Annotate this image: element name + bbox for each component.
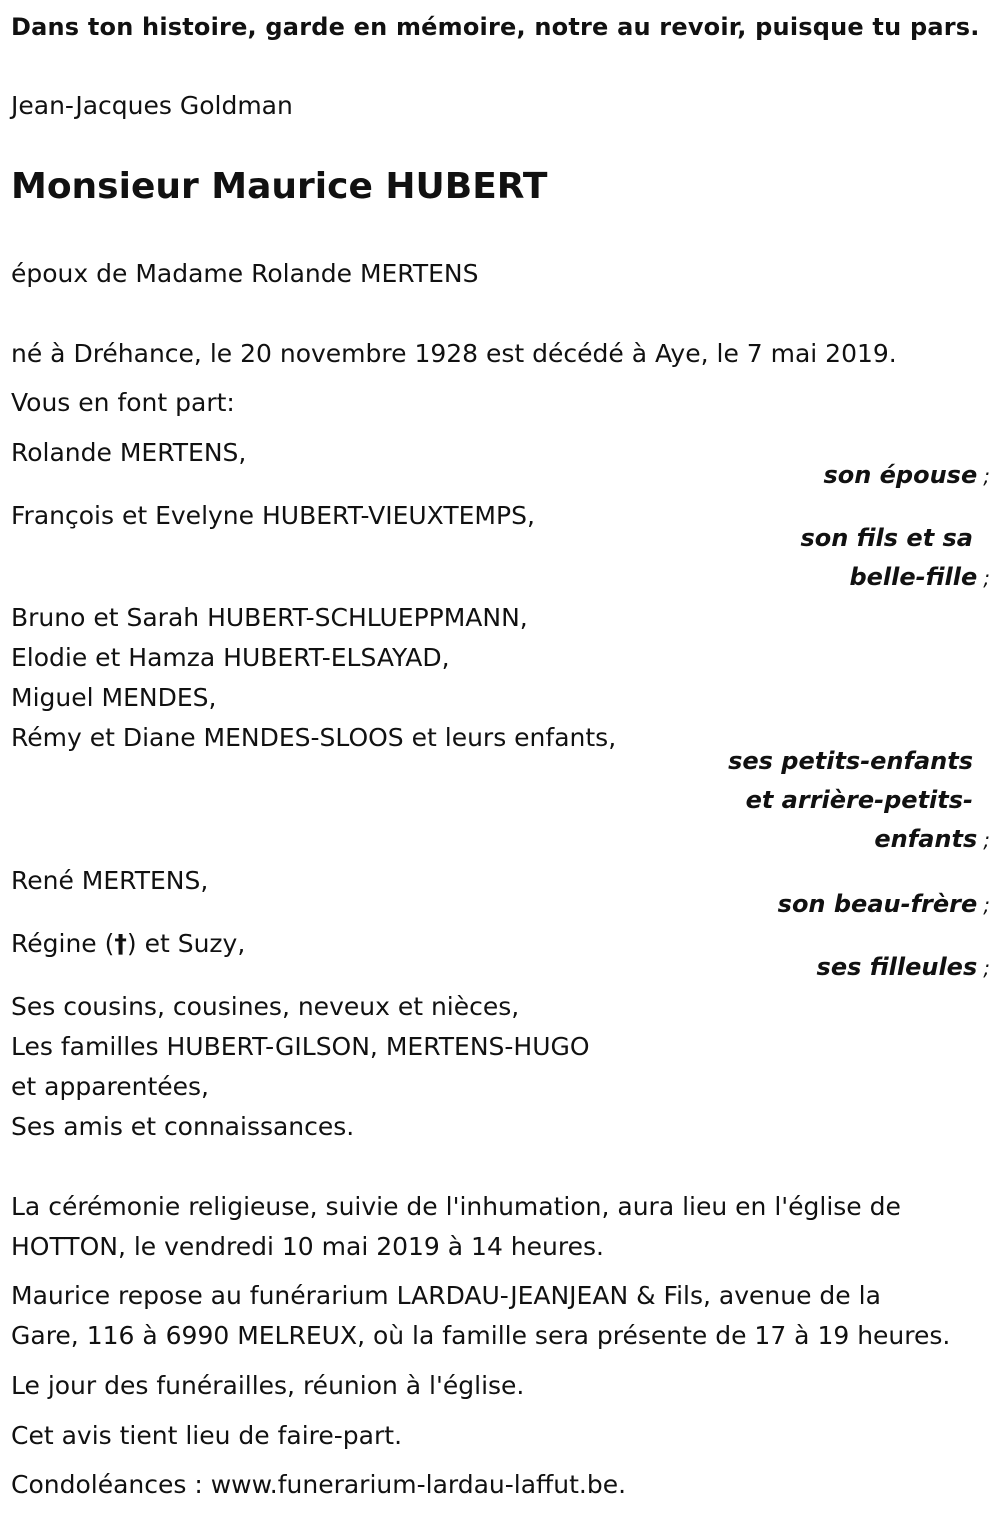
family-goddaughters-role [817, 948, 990, 988]
family-wife-name: Rolande MERTENS, [11, 438, 247, 467]
birth-death-line: né à Dréhance, le 20 novembre 1928 est décédé à Aye, le 7 mai 2019. [11, 339, 897, 368]
family-son-name: François et Evelyne HUBERT-VIEUXTEMPS, [11, 501, 535, 530]
family-others-1: Ses cousins, cousines, neveux et nièces, [11, 992, 520, 1021]
role-separator: ; [983, 956, 990, 980]
epigraph-author: Jean-Jacques Goldman [11, 91, 293, 120]
reunion-line: Le jour des funérailles, réunion à l'église. [11, 1371, 525, 1400]
family-brother-in-law-role [778, 885, 990, 925]
role-label: ses filleules [816, 953, 978, 981]
family-brother-in-law-name: René MERTENS, [11, 866, 209, 895]
family-others-3: et apparentées, [11, 1072, 209, 1101]
epigraph-quote: Dans ton histoire, garde en mémoire, notre au revoir, puisque tu pars. [11, 13, 980, 41]
ceremony-line-2: HOTTON, le vendredi 10 mai 2019 à 14 heures. [11, 1232, 604, 1261]
role-separator: ; [983, 464, 990, 488]
family-others-4: Ses amis et connaissances. [11, 1112, 355, 1141]
family-grandchild-3: Miguel MENDES, [11, 683, 217, 712]
role-label-line1: ses petits-enfants [728, 747, 973, 775]
role-label-line3: enfants [874, 825, 978, 853]
family-wife-role [823, 456, 990, 496]
role-label-line1: son fils et sa [800, 524, 973, 552]
family-grandchild-1: Bruno et Sarah HUBERT-SCHLUEPPMANN, [11, 603, 528, 632]
funerarium-line-1: Maurice repose au funérarium LARDAU-JEANJEAN & Fils, avenue de la [11, 1281, 881, 1310]
notice-line: Cet avis tient lieu de faire-part. [11, 1421, 403, 1450]
announce-intro: Vous en font part: [11, 388, 235, 417]
family-grandchild-4: Rémy et Diane MENDES-SLOOS et leurs enfants, [11, 723, 617, 752]
page-title: Monsieur Maurice HUBERT [11, 166, 548, 207]
role-label: son beau-frère [777, 890, 978, 918]
role-separator: ; [983, 566, 990, 590]
role-separator: ; [983, 893, 990, 917]
family-others-2: Les familles HUBERT-GILSON, MERTENS-HUGO [11, 1032, 590, 1061]
goddaughter-name-2: ) et Suzy, [126, 929, 246, 958]
family-goddaughters-names [11, 924, 245, 964]
family-son-role [800, 519, 990, 598]
cross-icon: † [114, 929, 127, 958]
role-label: son épouse [823, 461, 978, 489]
family-grandchild-2: Elodie et Hamza HUBERT-ELSAYAD, [11, 643, 450, 672]
spouse-line: époux de Madame Rolande MERTENS [11, 259, 479, 288]
goddaughter-name-1: Régine ( [11, 929, 115, 958]
role-label-line2: et arrière-petits- [745, 786, 973, 814]
role-label-line2: belle-fille [849, 563, 978, 591]
condolences-line: Condoléances : www.funerarium-lardau-laffut.be. [11, 1470, 627, 1499]
ceremony-line-1: La cérémonie religieuse, suivie de l'inhumation, aura lieu en l'église de [11, 1192, 901, 1221]
funerarium-line-2: Gare, 116 à 6990 MELREUX, où la famille sera présente de 17 à 19 heures. [11, 1321, 951, 1350]
role-separator: ; [983, 828, 990, 852]
family-grandchildren-role [728, 742, 990, 860]
